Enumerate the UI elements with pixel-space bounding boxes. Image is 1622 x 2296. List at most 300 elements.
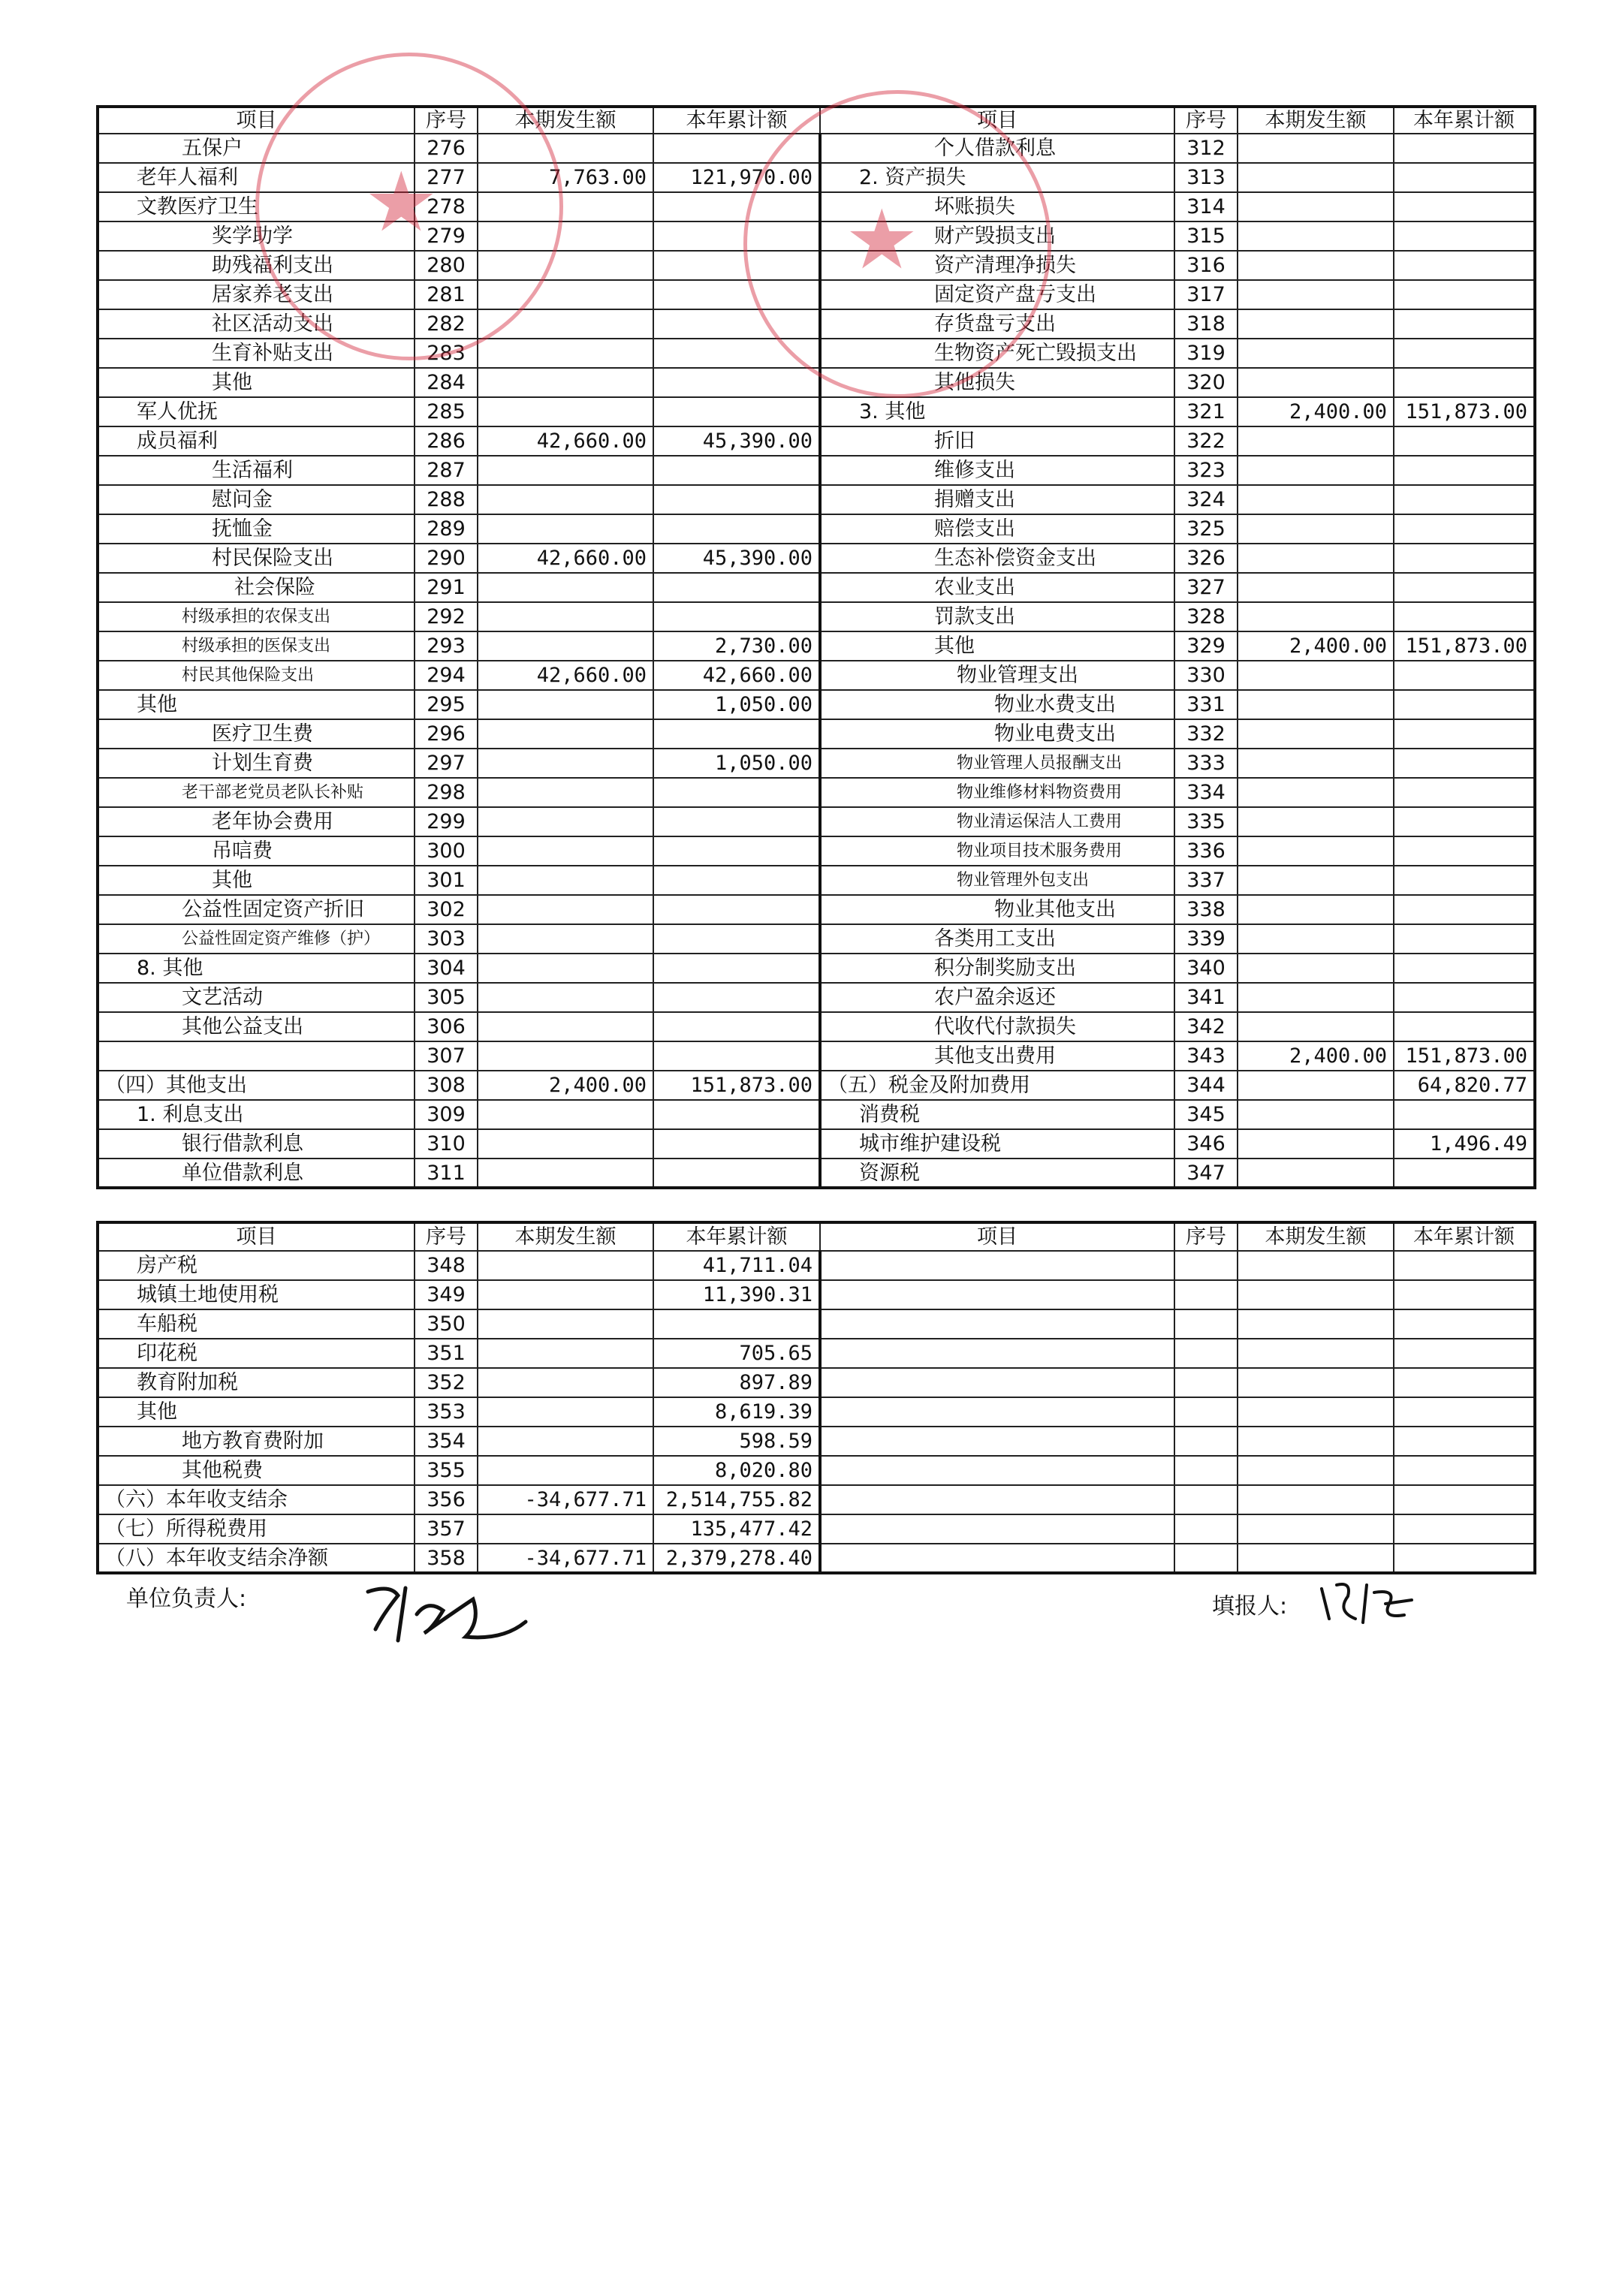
row-item-label: 3. 其他 <box>820 397 1174 426</box>
row-item-label: 物业项目技术服务费用 <box>820 836 1174 866</box>
row-ytd-amount <box>653 924 820 954</box>
col-header-item: 项目 <box>820 1222 1174 1251</box>
row-ytd-amount <box>653 778 820 807</box>
row-seq: 281 <box>415 280 478 309</box>
table-row <box>98 1456 1535 1485</box>
row-seq: 338 <box>1174 895 1238 924</box>
row-item-label <box>820 1456 1174 1485</box>
row-ytd-amount: 151,873.00 <box>1394 631 1535 661</box>
row-current-amount: 2,400.00 <box>478 1071 653 1100</box>
row-seq: 327 <box>1174 573 1238 602</box>
row-current-amount <box>1238 134 1394 163</box>
row-ytd-amount <box>1394 807 1535 836</box>
row-item-label: 生育补贴支出 <box>98 339 415 368</box>
seal-star-icon: ★ <box>845 191 919 288</box>
row-ytd-amount <box>653 280 820 309</box>
row-item-label: （八）本年收支结余净额 <box>98 1544 415 1573</box>
row-current-amount <box>478 1012 653 1041</box>
row-ytd-amount <box>653 397 820 426</box>
row-seq <box>1174 1368 1238 1397</box>
row-seq: 351 <box>415 1339 478 1368</box>
row-current-amount <box>478 251 653 280</box>
row-ytd-amount <box>1394 368 1535 397</box>
row-item-label: 其他损失 <box>820 368 1174 397</box>
row-current-amount <box>478 192 653 221</box>
row-current-amount <box>1238 1012 1394 1041</box>
row-item-label: 其他 <box>98 690 415 719</box>
row-ytd-amount: 2,379,278.40 <box>653 1544 820 1573</box>
row-ytd-amount: 598.59 <box>653 1427 820 1456</box>
row-seq: 309 <box>415 1100 478 1129</box>
table-row <box>98 309 1535 339</box>
row-item-label <box>820 1514 1174 1544</box>
row-current-amount <box>1238 573 1394 602</box>
row-item-label: 农户盈余返还 <box>820 983 1174 1012</box>
table-row <box>98 1012 1535 1041</box>
row-item-label: 文教医疗卫生 <box>98 192 415 221</box>
row-ytd-amount <box>1394 1544 1535 1573</box>
table-row <box>98 719 1535 749</box>
row-item-label: 其他公益支出 <box>98 1012 415 1041</box>
row-current-amount <box>478 1309 653 1339</box>
row-current-amount <box>478 1100 653 1129</box>
row-current-amount <box>478 602 653 631</box>
col-header-seq: 序号 <box>1174 107 1238 134</box>
row-item-label: 生态补偿资金支出 <box>820 544 1174 573</box>
table-row <box>98 573 1535 602</box>
row-seq: 278 <box>415 192 478 221</box>
row-ytd-amount: 121,970.00 <box>653 163 820 192</box>
row-seq: 284 <box>415 368 478 397</box>
col-header-current: 本期发生额 <box>1238 1222 1394 1251</box>
table-row <box>98 456 1535 485</box>
row-ytd-amount <box>653 251 820 280</box>
row-item-label: 村级承担的农保支出 <box>98 602 415 631</box>
row-current-amount <box>478 1339 653 1368</box>
row-seq: 353 <box>415 1397 478 1427</box>
seal-star-icon: ★ <box>364 154 439 250</box>
header-row <box>98 107 1535 134</box>
row-ytd-amount <box>653 573 820 602</box>
col-header-ytd: 本年累计额 <box>1394 1222 1535 1251</box>
row-seq: 332 <box>1174 719 1238 749</box>
row-ytd-amount <box>1394 221 1535 251</box>
row-current-amount <box>1238 719 1394 749</box>
row-item-label: 慰问金 <box>98 485 415 514</box>
row-seq: 349 <box>415 1280 478 1309</box>
row-seq: 357 <box>415 1514 478 1544</box>
row-ytd-amount: 705.65 <box>653 1339 820 1368</box>
row-seq: 323 <box>1174 456 1238 485</box>
row-current-amount <box>1238 602 1394 631</box>
row-item-label <box>820 1280 1174 1309</box>
row-seq <box>1174 1309 1238 1339</box>
row-seq: 295 <box>415 690 478 719</box>
row-item-label: 捐赠支出 <box>820 485 1174 514</box>
row-seq: 328 <box>1174 602 1238 631</box>
row-seq: 294 <box>415 661 478 690</box>
row-item-label: 个人借款利息 <box>820 134 1174 163</box>
row-seq: 290 <box>415 544 478 573</box>
table-row <box>98 1159 1535 1188</box>
table-row <box>98 251 1535 280</box>
row-current-amount <box>478 1251 653 1280</box>
table-row <box>98 397 1535 426</box>
unit-head-label: 单位负责人: <box>126 1586 247 1612</box>
header-row <box>98 1222 1535 1251</box>
row-current-amount <box>478 924 653 954</box>
row-current-amount: 7,763.00 <box>478 163 653 192</box>
row-item-label: 文艺活动 <box>98 983 415 1012</box>
row-current-amount <box>1238 983 1394 1012</box>
row-current-amount <box>1238 1129 1394 1159</box>
row-current-amount <box>1238 1280 1394 1309</box>
row-seq: 337 <box>1174 866 1238 895</box>
table-row <box>98 514 1535 544</box>
row-ytd-amount <box>1394 251 1535 280</box>
row-ytd-amount <box>1394 485 1535 514</box>
row-ytd-amount: 151,873.00 <box>1394 397 1535 426</box>
row-ytd-amount: 42,660.00 <box>653 661 820 690</box>
row-item-label: 奖学助学 <box>98 221 415 251</box>
row-seq <box>1174 1339 1238 1368</box>
table-row <box>98 192 1535 221</box>
row-ytd-amount <box>1394 1100 1535 1129</box>
row-ytd-amount <box>653 309 820 339</box>
row-ytd-amount <box>1394 719 1535 749</box>
row-item-label: 单位借款利息 <box>98 1159 415 1188</box>
row-ytd-amount <box>1394 1339 1535 1368</box>
row-current-amount <box>478 573 653 602</box>
row-current-amount <box>478 719 653 749</box>
row-seq: 321 <box>1174 397 1238 426</box>
row-ytd-amount <box>1394 602 1535 631</box>
row-seq: 344 <box>1174 1071 1238 1100</box>
row-current-amount <box>478 1427 653 1456</box>
row-seq: 296 <box>415 719 478 749</box>
row-current-amount <box>478 134 653 163</box>
table-row <box>98 163 1535 192</box>
row-ytd-amount <box>1394 1309 1535 1339</box>
table-row <box>98 924 1535 954</box>
row-seq: 279 <box>415 221 478 251</box>
row-current-amount <box>1238 544 1394 573</box>
row-seq: 322 <box>1174 426 1238 456</box>
row-item-label <box>820 1251 1174 1280</box>
row-ytd-amount <box>1394 1485 1535 1514</box>
row-seq: 277 <box>415 163 478 192</box>
row-item-label: 老年人福利 <box>98 163 415 192</box>
row-ytd-amount <box>1394 983 1535 1012</box>
row-ytd-amount: 8,020.80 <box>653 1456 820 1485</box>
row-current-amount <box>478 749 653 778</box>
row-seq: 331 <box>1174 690 1238 719</box>
row-seq: 280 <box>415 251 478 280</box>
row-seq: 329 <box>1174 631 1238 661</box>
row-current-amount <box>478 514 653 544</box>
row-ytd-amount <box>1394 1427 1535 1456</box>
row-item-label: 资源税 <box>820 1159 1174 1188</box>
row-item-label: 其他 <box>98 368 415 397</box>
row-item-label: 城市维护建设税 <box>820 1129 1174 1159</box>
row-current-amount <box>1238 163 1394 192</box>
row-item-label: 消费税 <box>820 1100 1174 1129</box>
row-item-label: （四）其他支出 <box>98 1071 415 1100</box>
table-row <box>98 807 1535 836</box>
row-item-label: 车船税 <box>98 1309 415 1339</box>
row-ytd-amount <box>1394 895 1535 924</box>
row-current-amount <box>1238 1251 1394 1280</box>
row-ytd-amount <box>653 1309 820 1339</box>
row-current-amount <box>1238 924 1394 954</box>
row-ytd-amount <box>653 456 820 485</box>
row-item-label: 五保户 <box>98 134 415 163</box>
row-seq: 302 <box>415 895 478 924</box>
col-header-ytd: 本年累计额 <box>1394 107 1535 134</box>
row-current-amount <box>1238 866 1394 895</box>
unit-head-signature <box>353 1569 556 1652</box>
row-current-amount <box>478 485 653 514</box>
row-ytd-amount <box>1394 778 1535 807</box>
row-current-amount <box>478 807 653 836</box>
row-seq: 316 <box>1174 251 1238 280</box>
table-row <box>98 602 1535 631</box>
row-ytd-amount <box>653 1159 820 1188</box>
row-item-label: 农业支出 <box>820 573 1174 602</box>
table-row <box>98 1309 1535 1339</box>
row-current-amount <box>478 631 653 661</box>
row-ytd-amount: 41,711.04 <box>653 1251 820 1280</box>
row-current-amount <box>478 368 653 397</box>
row-seq: 313 <box>1174 163 1238 192</box>
row-item-label <box>98 1041 415 1071</box>
ledger-table-upper <box>96 105 1536 1189</box>
row-current-amount <box>1238 1514 1394 1544</box>
row-seq: 318 <box>1174 309 1238 339</box>
table-row <box>98 1339 1535 1368</box>
row-item-label: 物业管理支出 <box>820 661 1174 690</box>
row-item-label: 生物资产死亡毁损支出 <box>820 339 1174 368</box>
row-current-amount <box>1238 1071 1394 1100</box>
row-seq: 297 <box>415 749 478 778</box>
row-item-label: 助残福利支出 <box>98 251 415 280</box>
table-row <box>98 1368 1535 1397</box>
row-item-label: 2. 资产损失 <box>820 163 1174 192</box>
table-row <box>98 1280 1535 1309</box>
row-item-label: 印花税 <box>98 1339 415 1368</box>
col-header-item: 项目 <box>98 107 415 134</box>
row-item-label: 医疗卫生费 <box>98 719 415 749</box>
row-ytd-amount <box>653 221 820 251</box>
col-header-seq: 序号 <box>415 1222 478 1251</box>
row-ytd-amount <box>653 1041 820 1071</box>
row-current-amount <box>1238 1485 1394 1514</box>
row-current-amount <box>1238 661 1394 690</box>
row-item-label: 生活福利 <box>98 456 415 485</box>
row-seq <box>1174 1485 1238 1514</box>
row-current-amount <box>1238 485 1394 514</box>
row-item-label: 其他 <box>820 631 1174 661</box>
row-item-label: 抚恤金 <box>98 514 415 544</box>
row-ytd-amount <box>653 983 820 1012</box>
row-seq: 319 <box>1174 339 1238 368</box>
row-ytd-amount: 135,477.42 <box>653 1514 820 1544</box>
row-ytd-amount: 1,496.49 <box>1394 1129 1535 1159</box>
row-seq: 305 <box>415 983 478 1012</box>
row-item-label: 资产清理净损失 <box>820 251 1174 280</box>
row-current-amount <box>1238 807 1394 836</box>
row-current-amount <box>1238 690 1394 719</box>
row-ytd-amount <box>1394 426 1535 456</box>
row-seq: 307 <box>415 1041 478 1071</box>
row-current-amount <box>478 1456 653 1485</box>
row-current-amount <box>478 309 653 339</box>
table-row <box>98 1041 1535 1071</box>
row-current-amount <box>478 221 653 251</box>
row-item-label: 其他税费 <box>98 1456 415 1485</box>
row-current-amount <box>1238 280 1394 309</box>
row-item-label: 维修支出 <box>820 456 1174 485</box>
row-current-amount <box>1238 1456 1394 1485</box>
row-seq <box>1174 1544 1238 1573</box>
table-row <box>98 895 1535 924</box>
table-row <box>98 778 1535 807</box>
row-seq: 330 <box>1174 661 1238 690</box>
row-item-label: 军人优抚 <box>98 397 415 426</box>
row-current-amount: 2,400.00 <box>1238 397 1394 426</box>
row-seq: 312 <box>1174 134 1238 163</box>
row-ytd-amount <box>1394 1280 1535 1309</box>
table-row <box>98 631 1535 661</box>
row-ytd-amount <box>1394 192 1535 221</box>
row-ytd-amount <box>1394 836 1535 866</box>
row-current-amount: 42,660.00 <box>478 661 653 690</box>
row-ytd-amount <box>653 1100 820 1129</box>
row-current-amount <box>478 280 653 309</box>
row-item-label: 赔偿支出 <box>820 514 1174 544</box>
row-seq: 335 <box>1174 807 1238 836</box>
row-item-label: 村民保险支出 <box>98 544 415 573</box>
row-seq: 276 <box>415 134 478 163</box>
row-ytd-amount <box>1394 134 1535 163</box>
table-row <box>98 1129 1535 1159</box>
row-seq: 352 <box>415 1368 478 1397</box>
row-seq: 341 <box>1174 983 1238 1012</box>
row-current-amount <box>1238 1397 1394 1427</box>
table-row <box>98 426 1535 456</box>
table-row <box>98 749 1535 778</box>
row-ytd-amount <box>1394 163 1535 192</box>
row-item-label: 折旧 <box>820 426 1174 456</box>
table-row <box>98 866 1535 895</box>
row-ytd-amount <box>1394 1251 1535 1280</box>
row-current-amount <box>478 1514 653 1544</box>
row-seq: 289 <box>415 514 478 544</box>
row-ytd-amount: 1,050.00 <box>653 690 820 719</box>
row-seq: 343 <box>1174 1041 1238 1071</box>
row-seq <box>1174 1251 1238 1280</box>
row-ytd-amount <box>1394 661 1535 690</box>
row-current-amount <box>1238 1100 1394 1129</box>
row-item-label: 物业其他支出 <box>820 895 1174 924</box>
table-row <box>98 1251 1535 1280</box>
row-ytd-amount <box>1394 339 1535 368</box>
row-current-amount <box>1238 954 1394 983</box>
row-current-amount <box>1238 1544 1394 1573</box>
row-current-amount <box>1238 836 1394 866</box>
row-item-label: 8. 其他 <box>98 954 415 983</box>
row-ytd-amount <box>1394 514 1535 544</box>
row-current-amount <box>1238 456 1394 485</box>
row-current-amount: 42,660.00 <box>478 544 653 573</box>
row-seq: 342 <box>1174 1012 1238 1041</box>
row-seq: 310 <box>415 1129 478 1159</box>
row-ytd-amount <box>1394 544 1535 573</box>
row-seq: 285 <box>415 397 478 426</box>
row-current-amount <box>478 1129 653 1159</box>
row-seq: 298 <box>415 778 478 807</box>
row-item-label: 社会保险 <box>98 573 415 602</box>
table-row <box>98 1427 1535 1456</box>
row-seq: 283 <box>415 339 478 368</box>
table-row <box>98 954 1535 983</box>
row-ytd-amount <box>1394 573 1535 602</box>
row-ytd-amount <box>653 134 820 163</box>
table-row <box>98 1100 1535 1129</box>
row-current-amount <box>478 983 653 1012</box>
table-row <box>98 983 1535 1012</box>
row-item-label <box>820 1397 1174 1427</box>
row-ytd-amount <box>653 485 820 514</box>
row-seq: 282 <box>415 309 478 339</box>
row-current-amount <box>1238 339 1394 368</box>
row-ytd-amount: 45,390.00 <box>653 544 820 573</box>
row-item-label: 公益性固定资产折旧 <box>98 895 415 924</box>
row-current-amount <box>1238 309 1394 339</box>
row-seq: 306 <box>415 1012 478 1041</box>
table-row <box>98 1071 1535 1100</box>
row-ytd-amount: 2,514,755.82 <box>653 1485 820 1514</box>
row-ytd-amount <box>653 339 820 368</box>
row-current-amount <box>478 339 653 368</box>
row-item-label: 村民其他保险支出 <box>98 661 415 690</box>
row-seq: 293 <box>415 631 478 661</box>
row-current-amount <box>1238 221 1394 251</box>
row-ytd-amount <box>1394 1368 1535 1397</box>
row-item-label: 地方教育费附加 <box>98 1427 415 1456</box>
row-current-amount <box>478 954 653 983</box>
row-item-label: 银行借款利息 <box>98 1129 415 1159</box>
row-seq: 314 <box>1174 192 1238 221</box>
row-ytd-amount <box>1394 1397 1535 1427</box>
col-header-ytd: 本年累计额 <box>653 1222 820 1251</box>
row-seq: 345 <box>1174 1100 1238 1129</box>
row-ytd-amount: 151,873.00 <box>653 1071 820 1100</box>
row-ytd-amount: 64,820.77 <box>1394 1071 1535 1100</box>
row-current-amount <box>478 456 653 485</box>
row-ytd-amount <box>653 719 820 749</box>
row-item-label: 村级承担的医保支出 <box>98 631 415 661</box>
row-item-label: 坏账损失 <box>820 192 1174 221</box>
row-item-label: 物业清运保洁人工费用 <box>820 807 1174 836</box>
row-ytd-amount <box>1394 280 1535 309</box>
row-seq: 347 <box>1174 1159 1238 1188</box>
row-seq <box>1174 1427 1238 1456</box>
row-ytd-amount <box>1394 1514 1535 1544</box>
table-row <box>98 1485 1535 1514</box>
row-seq: 334 <box>1174 778 1238 807</box>
col-header-seq: 序号 <box>415 107 478 134</box>
